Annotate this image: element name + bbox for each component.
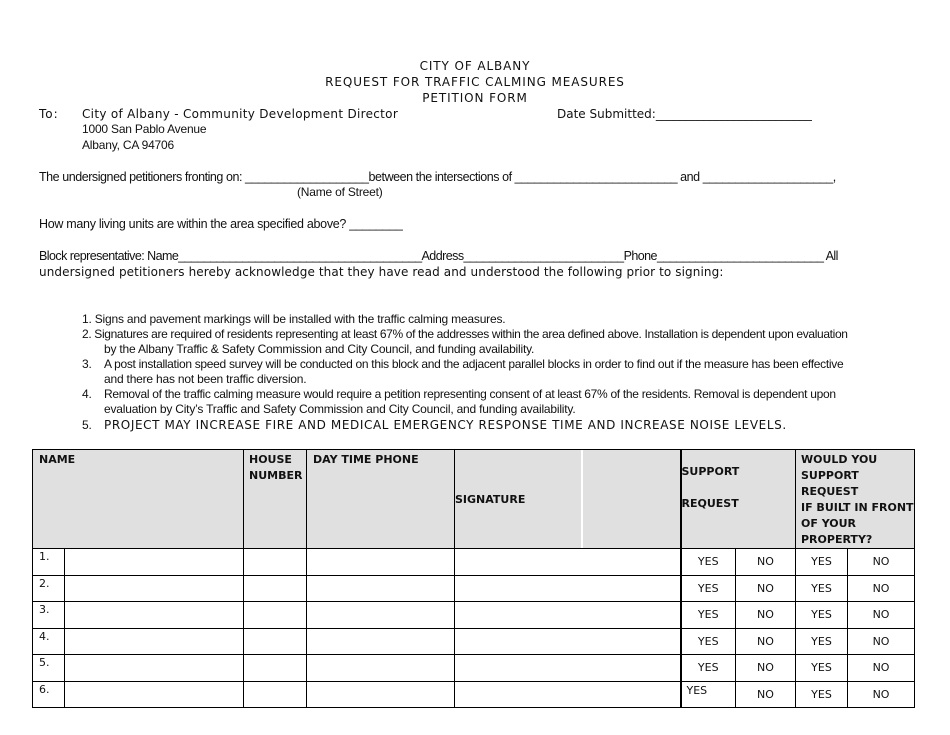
front-yes-option[interactable]: YES [796, 602, 848, 629]
condition-3-line-2: and there has not been traffic diversion. [104, 372, 307, 386]
phone-cell[interactable] [307, 575, 455, 602]
header-support-if-in-front: WOULD YOU SUPPORT REQUEST IF BUILT IN FRONT OF YOUR PROPERTY? [796, 450, 915, 549]
living-units-question[interactable]: How many living units are within the area specified above? ________ [39, 217, 403, 231]
support-no-option[interactable]: NO [736, 602, 796, 629]
signature-cell[interactable] [455, 655, 681, 682]
acknowledgement-text: undersigned petitioners hereby acknowledge that they have read and understood the following prior to signing: [39, 265, 724, 279]
house-number-cell[interactable] [244, 681, 307, 708]
front-no-option[interactable]: NO [848, 655, 915, 682]
table-row [33, 575, 915, 602]
condition-4-line-1: Removal of the traffic calming measure would require a petition representing consent of at least 67% of the residents. Removal is dependent upon [104, 387, 836, 401]
condition-4-line-2: evaluation by City’s Traffic and Safety Commission and City Council, and funding availability. [104, 402, 576, 416]
block-representative-line[interactable]: Block representative: Name______________________________________Address_________________________Phone__________________________ All [39, 249, 838, 263]
support-yes-option[interactable]: YES [681, 628, 736, 655]
row-number: 2. [33, 575, 65, 602]
name-cell[interactable] [65, 549, 244, 576]
house-number-cell[interactable] [244, 575, 307, 602]
header-house-number: HOUSE NUMBER [244, 450, 307, 549]
name-cell[interactable] [65, 602, 244, 629]
header-signature: SIGNATURE [455, 450, 681, 549]
signature-cell[interactable] [455, 602, 681, 629]
name-cell[interactable] [65, 655, 244, 682]
header-support-request: SUPPORT REQUEST [681, 450, 796, 549]
front-no-option[interactable]: NO [848, 575, 915, 602]
phone-cell[interactable] [307, 628, 455, 655]
front-yes-option[interactable]: YES [796, 628, 848, 655]
signature-cell[interactable] [455, 681, 681, 708]
table-row [33, 549, 915, 576]
house-number-cell[interactable] [244, 628, 307, 655]
table-row [33, 602, 915, 629]
support-yes-option[interactable]: YES [681, 575, 736, 602]
row-number: 6. [33, 681, 65, 708]
support-no-option[interactable]: NO [736, 628, 796, 655]
row-number: 1. [33, 549, 65, 576]
front-no-option[interactable]: NO [848, 549, 915, 576]
name-cell[interactable] [65, 628, 244, 655]
name-cell[interactable] [65, 575, 244, 602]
date-submitted-field[interactable]: Date Submitted:__________________________ [557, 107, 812, 121]
phone-cell[interactable] [307, 602, 455, 629]
petition-signature-table [32, 449, 915, 708]
house-number-cell[interactable] [244, 602, 307, 629]
support-no-option[interactable]: NO [736, 681, 796, 708]
header-city: CITY OF ALBANY [419, 59, 531, 73]
condition-3-number: 3. [82, 357, 92, 371]
address-line-3: Albany, CA 94706 [82, 138, 174, 152]
support-yes-option[interactable]: YES [681, 681, 736, 708]
support-no-option[interactable]: NO [736, 575, 796, 602]
condition-5-number: 5. [82, 418, 92, 432]
front-no-option[interactable]: NO [848, 602, 915, 629]
street-name-note: (Name of Street) [297, 185, 383, 199]
signature-cell[interactable] [455, 575, 681, 602]
support-yes-option[interactable]: YES [681, 655, 736, 682]
phone-cell[interactable] [307, 655, 455, 682]
address-line-1: City of Albany - Community Development Director [82, 107, 399, 121]
to-label: To: [39, 107, 59, 121]
condition-3-line-1: A post installation speed survey will be conducted on this block and the adjacent parallel blocks in order to find out if the measure has been effective [104, 357, 844, 371]
house-number-cell[interactable] [244, 655, 307, 682]
house-number-cell[interactable] [244, 549, 307, 576]
row-number: 3. [33, 602, 65, 629]
front-no-option[interactable]: NO [848, 681, 915, 708]
front-yes-option[interactable]: YES [796, 575, 848, 602]
support-yes-option[interactable]: YES [681, 549, 736, 576]
support-yes-option[interactable]: YES [681, 602, 736, 629]
header-petition-form: PETITION FORM [422, 91, 528, 105]
condition-5-text: PROJECT MAY INCREASE FIRE AND MEDICAL EMERGENCY RESPONSE TIME AND INCREASE NOISE LEVELS. [104, 418, 787, 432]
table-row [33, 628, 915, 655]
phone-cell[interactable] [307, 681, 455, 708]
condition-4-number: 4. [82, 387, 92, 401]
condition-2-line-1: 2. Signatures are required of residents representing at least 67% of the addresses within the area defined above. Installation is dependent upon evaluation [82, 327, 848, 341]
table-row [33, 681, 915, 708]
fronting-statement[interactable]: The undersigned petitioners fronting on: ___________________between the intersections of _________________________ and ____________________, [39, 170, 836, 184]
signature-cell[interactable] [455, 628, 681, 655]
signature-cell[interactable] [455, 549, 681, 576]
row-number: 4. [33, 628, 65, 655]
front-yes-option[interactable]: YES [796, 549, 848, 576]
table-row [33, 655, 915, 682]
front-yes-option[interactable]: YES [796, 681, 848, 708]
condition-1: 1. Signs and pavement markings will be installed with the traffic calming measures. [82, 312, 506, 326]
signature-divider [581, 450, 583, 548]
condition-2-line-2: by the Albany Traffic & Safety Commission and City Council, and funding availability. [104, 342, 535, 356]
address-line-2: 1000 San Pablo Avenue [82, 122, 207, 136]
header-name: NAME [33, 450, 244, 549]
row-number: 5. [33, 655, 65, 682]
front-no-option[interactable]: NO [848, 628, 915, 655]
header-request-title: REQUEST FOR TRAFFIC CALMING MEASURES [325, 75, 625, 89]
header-day-time-phone: DAY TIME PHONE [307, 450, 455, 549]
phone-cell[interactable] [307, 549, 455, 576]
front-yes-option[interactable]: YES [796, 655, 848, 682]
support-no-option[interactable]: NO [736, 549, 796, 576]
support-no-option[interactable]: NO [736, 655, 796, 682]
name-cell[interactable] [65, 681, 244, 708]
